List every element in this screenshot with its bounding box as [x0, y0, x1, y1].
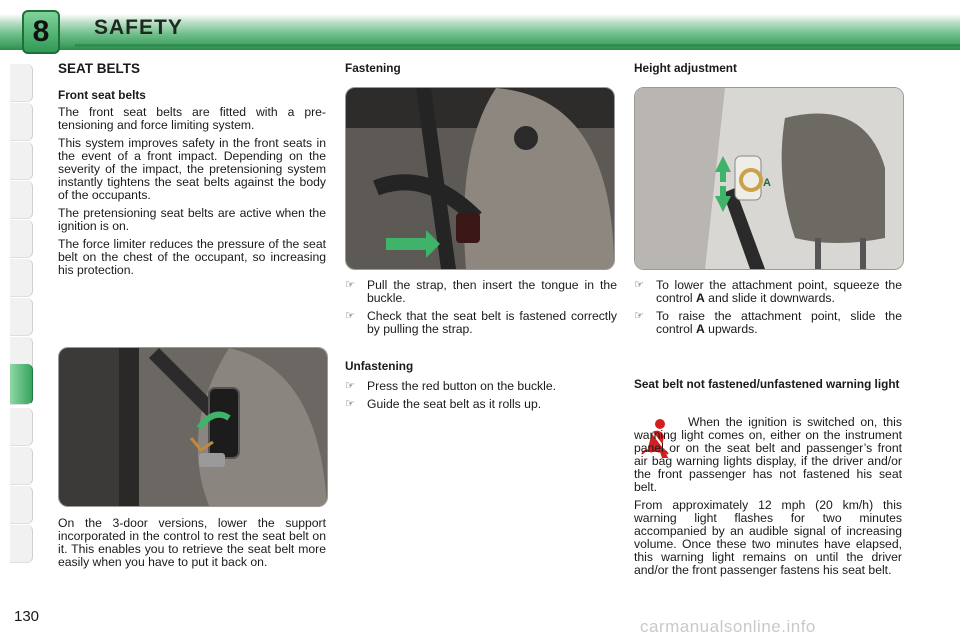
section-title: SEAT BELTS [58, 61, 141, 76]
side-tab[interactable] [10, 447, 33, 485]
side-tab[interactable] [10, 64, 33, 102]
left-column [58, 62, 326, 282]
side-tab[interactable] [10, 408, 33, 446]
pointing-hand-icon: ☞ [345, 279, 355, 291]
list-item: ☞ To raise the attachment point, slide the control A upwards. [634, 309, 902, 336]
warning-light-text [634, 416, 902, 582]
side-tab[interactable] [10, 486, 33, 524]
list-item: ☞ Check that the seat belt is fastened correctly by pulling the strap. [345, 309, 617, 336]
paragraph: The front seat belts are fitted with a pre-tensioning and force limiting system. [58, 105, 326, 132]
paragraph: When the ignition is switched on, this warning light comes on, either on the instrument panel or on the seat belt and passenger’s front air bag warning lights display, if the driver and/or the front passenger has not fastened his seat belt. [634, 415, 902, 494]
list-item: ☞ Press the red button on the buckle. [345, 379, 557, 393]
paragraph: The force limiter reduces the pressure of the seat belt on the chest of the occupant, so increasing his protection. [58, 237, 326, 277]
warning-light-title: Seat belt not fastened/unfastened warning light [634, 377, 900, 391]
chapter-number-badge: 8 [22, 10, 60, 54]
caption-text: On the 3-door versions, lower the support incorporated in the control to rest the seat belt on it. This enables you to retrieve the seat belt more easily when you have to put it back on. [58, 516, 326, 569]
watermark: carmanualsonline.info [640, 617, 816, 636]
height-adjustment-title: Height adjustment [634, 61, 737, 75]
side-tab[interactable] [10, 220, 33, 258]
paragraph: The pretensioning seat belts are active when the ignition is on. [58, 206, 326, 233]
height-adjustment-steps [634, 279, 902, 341]
paragraph: This system improves safety in the front seats in the event of a front impact. Depending on the severity of the impact, the pretensioning system instantly tightens the seat belts against the body of the occupants. [58, 136, 326, 202]
unfastening-steps [345, 380, 617, 416]
pointing-hand-icon: ☞ [345, 380, 355, 392]
side-tab[interactable] [10, 142, 33, 180]
side-tab[interactable] [10, 259, 33, 297]
side-tab-active[interactable] [10, 364, 33, 405]
header-rule [75, 44, 960, 47]
fastening-title: Fastening [345, 61, 401, 75]
label-a: A [763, 177, 771, 189]
chapter-side-tabs [0, 64, 32, 576]
support-caption [58, 517, 326, 574]
seatbelt-support-photo [58, 347, 328, 507]
height-adjustment-photo [634, 87, 904, 270]
pointing-hand-icon: ☞ [634, 310, 644, 322]
pointing-hand-icon: ☞ [634, 279, 644, 291]
side-tab[interactable] [10, 103, 33, 141]
fastening-photo [345, 87, 615, 270]
paragraph: From approximately 12 mph (20 km/h) this warning light flashes for two minutes accompanied by an audible signal of increasing volume. Once these two minutes have elapsed, this warning light remains on until the driver and/or the front passenger fastens his seat belt. [634, 498, 902, 577]
fastening-steps [345, 279, 617, 341]
page-number: 130 [14, 608, 40, 625]
side-tab[interactable] [10, 298, 33, 336]
pointing-hand-icon: ☞ [345, 398, 355, 410]
list-item: ☞ To lower the attachment point, squeeze the control A and slide it downwards. [634, 278, 902, 305]
subsection-title: Front seat belts [58, 88, 146, 102]
chapter-title: SAFETY [94, 16, 183, 39]
list-item: ☞ Guide the seat belt as it rolls up. [345, 397, 542, 411]
pointing-hand-icon: ☞ [345, 310, 355, 322]
side-tab[interactable] [10, 181, 33, 219]
side-tab[interactable] [10, 525, 33, 563]
list-item: ☞ Pull the strap, then insert the tongue in the buckle. [345, 278, 617, 305]
unfastening-title: Unfastening [345, 359, 414, 373]
